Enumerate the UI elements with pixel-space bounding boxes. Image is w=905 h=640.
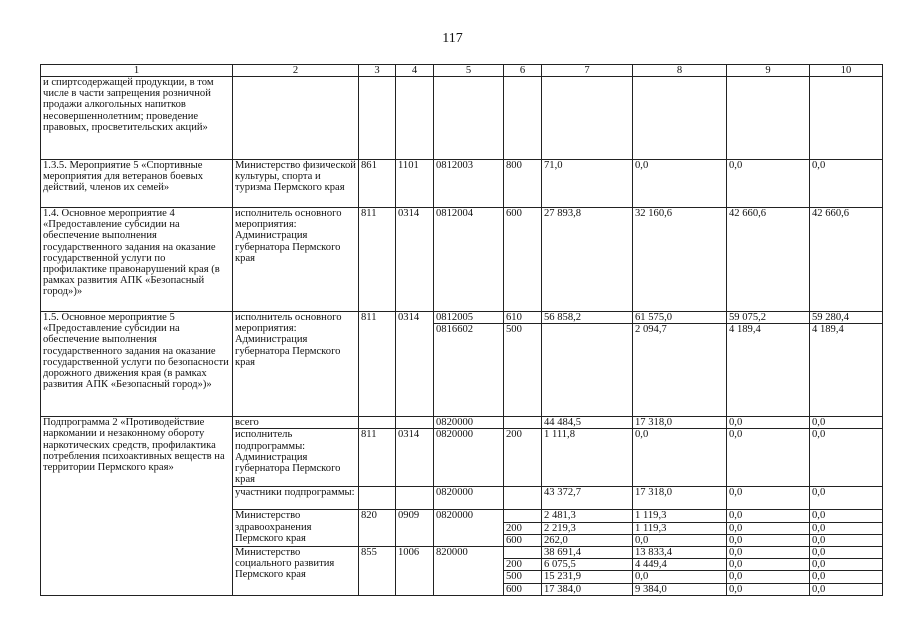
cell: 42 660,6 xyxy=(810,208,883,312)
cell: 0,0 xyxy=(633,571,727,583)
table-row xyxy=(41,208,883,312)
program-name-cell: 1.4. Основное мероприятие 4 «Предоставление субсидии на обеспечение выполнения государственного задания на оказание государственной услуги по профилактике правонарушений края (в рамках развития АПК «Безопасный город»)» xyxy=(41,208,233,312)
header-cell: 3 xyxy=(359,65,396,77)
cell: 17 384,0 xyxy=(542,583,633,595)
executor-cell: исполнитель подпрограммы: Администрация губернатора Пермского края xyxy=(233,429,359,487)
cell: 0314 xyxy=(396,429,434,487)
cell xyxy=(542,77,633,160)
cell xyxy=(504,487,542,510)
cell: 855 xyxy=(359,547,396,596)
cell: 1101 xyxy=(396,160,434,208)
cell: 0812003 xyxy=(434,160,504,208)
header-cell: 7 xyxy=(542,65,633,77)
cell: 1006 xyxy=(396,547,434,596)
cell: 32 160,6 xyxy=(633,208,727,312)
cell: 61 575,0 xyxy=(633,312,727,324)
cell: 59 075,2 xyxy=(727,312,810,324)
cell: 0,0 xyxy=(810,429,883,487)
table-row xyxy=(41,417,883,429)
cell: 0,0 xyxy=(727,429,810,487)
table-header xyxy=(41,65,883,77)
cell: 13 833,4 xyxy=(633,547,727,559)
program-name-cell: 1.5. Основное мероприятие 5 «Предоставление субсидии на обеспечение выполнения государственного задания на оказание государственной услуги по безопасности дорожного движения края (в рамках развития АПК «Безопасный город»)» xyxy=(41,312,233,417)
executor-cell: всего xyxy=(233,417,359,429)
cell: 0,0 xyxy=(810,160,883,208)
cell: 0,0 xyxy=(727,417,810,429)
cell: 0,0 xyxy=(810,510,883,522)
executor-cell: Министерство социального развития Пермского края xyxy=(233,547,359,596)
cell: 0,0 xyxy=(633,534,727,546)
header-cell: 6 xyxy=(504,65,542,77)
cell: 0,0 xyxy=(810,547,883,559)
cell: 820 xyxy=(359,510,396,547)
cell: 4 189,4 xyxy=(727,324,810,417)
cell: 1 111,8 xyxy=(542,429,633,487)
program-name-cell: 1.3.5. Мероприятие 5 «Спортивные мероприятия для ветеранов боевых действий, членов их семей» xyxy=(41,160,233,208)
cell xyxy=(542,324,633,417)
cell xyxy=(359,417,396,429)
executor-cell: Министерство физической культуры, спорта и туризма Пермского края xyxy=(233,160,359,208)
cell: 0,0 xyxy=(810,417,883,429)
cell xyxy=(504,417,542,429)
cell: 0820000 xyxy=(434,417,504,429)
header-cell: 4 xyxy=(396,65,434,77)
cell xyxy=(727,77,810,160)
cell: 0,0 xyxy=(810,559,883,571)
cell: 43 372,7 xyxy=(542,487,633,510)
executor-cell xyxy=(233,77,359,160)
cell: 42 660,6 xyxy=(727,208,810,312)
cell: 500 xyxy=(504,324,542,417)
executor-cell: участники подпрограммы: xyxy=(233,487,359,510)
cell: 811 xyxy=(359,208,396,312)
cell: 0812005 xyxy=(434,312,504,324)
cell: 0820000 xyxy=(434,429,504,487)
header-cell: 8 xyxy=(633,65,727,77)
cell: 600 xyxy=(504,583,542,595)
cell: 0,0 xyxy=(727,160,810,208)
cell: 71,0 xyxy=(542,160,633,208)
cell: 0,0 xyxy=(727,547,810,559)
cell: 1 119,3 xyxy=(633,522,727,534)
cell: 0,0 xyxy=(633,160,727,208)
cell: 0,0 xyxy=(727,522,810,534)
cell: 0,0 xyxy=(810,522,883,534)
cell: 610 xyxy=(504,312,542,324)
cell: 262,0 xyxy=(542,534,633,546)
cell: 59 280,4 xyxy=(810,312,883,324)
cell: 0812004 xyxy=(434,208,504,312)
executor-cell: исполнитель основного мероприятия: Администрация губернатора Пермского края xyxy=(233,208,359,312)
cell: 0,0 xyxy=(810,583,883,595)
cell: 4 449,4 xyxy=(633,559,727,571)
cell xyxy=(434,77,504,160)
cell: 2 094,7 xyxy=(633,324,727,417)
header-cell: 5 xyxy=(434,65,504,77)
cell xyxy=(396,77,434,160)
cell xyxy=(810,77,883,160)
cell: 600 xyxy=(504,534,542,546)
cell: 0,0 xyxy=(727,583,810,595)
cell: 1 119,3 xyxy=(633,510,727,522)
page-number: 117 xyxy=(442,31,463,46)
cell: 811 xyxy=(359,429,396,487)
cell: 0820000 xyxy=(434,487,504,510)
cell xyxy=(504,547,542,559)
cell: 811 xyxy=(359,312,396,417)
cell: 0314 xyxy=(396,208,434,312)
cell: 200 xyxy=(504,429,542,487)
cell: 2 219,3 xyxy=(542,522,633,534)
budget-table xyxy=(40,64,883,596)
cell: 600 xyxy=(504,208,542,312)
header-cell: 1 xyxy=(41,65,233,77)
cell: 0,0 xyxy=(727,571,810,583)
table-row xyxy=(41,160,883,208)
cell: 0,0 xyxy=(727,559,810,571)
cell: 0816602 xyxy=(434,324,504,417)
header-cell: 10 xyxy=(810,65,883,77)
cell: 9 384,0 xyxy=(633,583,727,595)
cell: 0,0 xyxy=(810,534,883,546)
cell: 200 xyxy=(504,559,542,571)
cell: 15 231,9 xyxy=(542,571,633,583)
cell xyxy=(504,77,542,160)
cell: 4 189,4 xyxy=(810,324,883,417)
cell: 0909 xyxy=(396,510,434,547)
cell: 17 318,0 xyxy=(633,417,727,429)
cell: 0820000 xyxy=(434,510,504,547)
cell: 861 xyxy=(359,160,396,208)
cell: 0,0 xyxy=(810,487,883,510)
program-name-cell: Подпрограмма 2 «Противодействие наркомании и незаконному обороту наркотических средств, профилактика потребления психоактивных веществ на территории Пермского края» xyxy=(41,417,233,596)
cell: 0,0 xyxy=(727,510,810,522)
executor-cell: исполнитель основного мероприятия: Администрация губернатора Пермского края xyxy=(233,312,359,417)
cell: 2 481,3 xyxy=(542,510,633,522)
cell xyxy=(633,77,727,160)
cell: 0,0 xyxy=(633,429,727,487)
cell: 38 691,4 xyxy=(542,547,633,559)
cell: 200 xyxy=(504,522,542,534)
cell xyxy=(359,77,396,160)
cell: 0314 xyxy=(396,312,434,417)
cell: 0,0 xyxy=(727,487,810,510)
table-row xyxy=(41,312,883,324)
cell xyxy=(396,417,434,429)
cell: 56 858,2 xyxy=(542,312,633,324)
cell: 820000 xyxy=(434,547,504,596)
table-row xyxy=(41,77,883,160)
cell xyxy=(396,487,434,510)
header-cell: 9 xyxy=(727,65,810,77)
cell xyxy=(359,487,396,510)
cell: 500 xyxy=(504,571,542,583)
cell: 800 xyxy=(504,160,542,208)
header-cell: 2 xyxy=(233,65,359,77)
cell: 0,0 xyxy=(727,534,810,546)
cell: 17 318,0 xyxy=(633,487,727,510)
cell: 27 893,8 xyxy=(542,208,633,312)
executor-cell: Министерство здравоохранения Пермского края xyxy=(233,510,359,547)
cell: 44 484,5 xyxy=(542,417,633,429)
program-name-cell: и спиртсодержащей продукции, в том числе в части запрещения розничной продажи алкогольных напитков несовершеннолетним; проведение правовых, просветительских акций» xyxy=(41,77,233,160)
cell: 0,0 xyxy=(810,571,883,583)
cell xyxy=(504,510,542,522)
cell: 6 075,5 xyxy=(542,559,633,571)
